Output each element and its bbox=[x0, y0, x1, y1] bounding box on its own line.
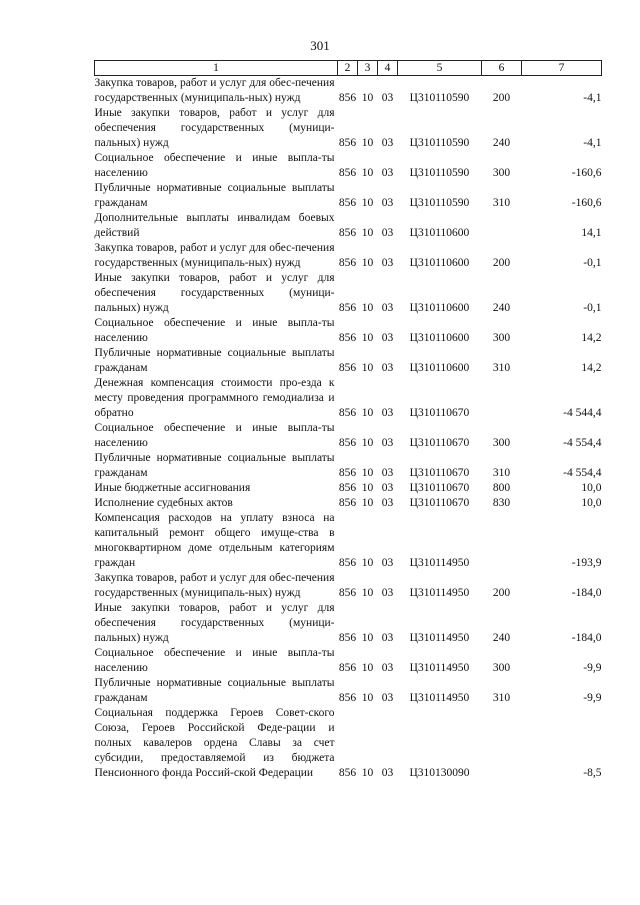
row-expense-type: 240 bbox=[492, 632, 511, 644]
row-target-article: Ц310114950 bbox=[409, 632, 470, 644]
row-description: Публичные нормативные социальные выплаты гражданам bbox=[94, 452, 335, 479]
row-expense-type: 240 bbox=[492, 302, 511, 314]
row-section-code: 10 bbox=[361, 227, 374, 239]
row-target-article: Ц310110600 bbox=[409, 302, 470, 314]
header-col-3: 3 bbox=[358, 61, 378, 76]
table-header bbox=[95, 61, 602, 76]
row-amount: -9,9 bbox=[583, 662, 602, 674]
row-ministry-code: 856 bbox=[338, 557, 357, 569]
row-expense-type: 310 bbox=[492, 467, 511, 479]
row-amount: -160,6 bbox=[571, 197, 602, 209]
row-expense-type: 300 bbox=[492, 167, 511, 179]
row-amount: -160,6 bbox=[571, 167, 602, 179]
row-description: Дополнительные выплаты инвалидам боевых действий bbox=[94, 212, 335, 239]
row-section-code: 10 bbox=[361, 767, 374, 779]
row-expense-type bbox=[482, 211, 522, 241]
table-row bbox=[95, 316, 602, 346]
row-subsection-code: 03 bbox=[381, 497, 394, 509]
row-subsection-code: 03 bbox=[381, 767, 394, 779]
header-col-2: 2 bbox=[338, 61, 358, 76]
row-target-article: Ц310110670 bbox=[409, 437, 470, 449]
row-expense-type: 830 bbox=[492, 497, 511, 509]
row-amount: -4 554,4 bbox=[563, 467, 602, 479]
row-section-code: 10 bbox=[361, 197, 374, 209]
row-ministry-code: 856 bbox=[338, 692, 357, 704]
row-subsection-code: 03 bbox=[381, 482, 394, 494]
row-target-article: Ц310110670 bbox=[409, 407, 470, 419]
table-row bbox=[95, 601, 602, 646]
header-col-4: 4 bbox=[378, 61, 398, 76]
row-subsection-code: 03 bbox=[381, 587, 394, 599]
row-section-code: 10 bbox=[361, 587, 374, 599]
table-row bbox=[95, 271, 602, 316]
table-row bbox=[95, 76, 602, 107]
row-description: Иные закупки товаров, работ и услуг для обеспечения государственных (муници-пальных) нужд bbox=[94, 272, 335, 314]
row-expense-type: 300 bbox=[492, 437, 511, 449]
row-section-code: 10 bbox=[361, 692, 374, 704]
row-description: Публичные нормативные социальные выплаты гражданам bbox=[94, 347, 335, 374]
row-description: Социальное обеспечение и иные выпла-ты населению bbox=[94, 152, 335, 179]
row-ministry-code: 856 bbox=[338, 362, 357, 374]
table-row bbox=[95, 421, 602, 451]
row-target-article: Ц310110600 bbox=[409, 362, 470, 374]
table-row bbox=[95, 481, 602, 496]
row-amount: -8,5 bbox=[583, 767, 602, 779]
row-subsection-code: 03 bbox=[381, 332, 394, 344]
header-col-7: 7 bbox=[522, 61, 602, 76]
row-description: Социальное обеспечение и иные выпла-ты населению bbox=[94, 422, 335, 449]
row-ministry-code: 856 bbox=[338, 482, 357, 494]
row-description: Исполнение судебных актов bbox=[94, 497, 233, 509]
row-expense-type: 310 bbox=[492, 692, 511, 704]
row-target-article: Ц310110590 bbox=[409, 197, 470, 209]
row-amount: -0,1 bbox=[583, 257, 602, 269]
row-ministry-code: 856 bbox=[338, 302, 357, 314]
row-expense-type: 300 bbox=[492, 332, 511, 344]
row-expense-type: 200 bbox=[492, 257, 511, 269]
row-ministry-code: 856 bbox=[338, 197, 357, 209]
table-row bbox=[95, 151, 602, 181]
row-amount: -4 544,4 bbox=[563, 407, 602, 419]
row-subsection-code: 03 bbox=[381, 167, 394, 179]
row-expense-type bbox=[482, 511, 522, 571]
row-amount: -4,1 bbox=[583, 92, 602, 104]
row-subsection-code: 03 bbox=[381, 137, 394, 149]
row-section-code: 10 bbox=[361, 332, 374, 344]
header-col-6: 6 bbox=[482, 61, 522, 76]
row-target-article: Ц310110670 bbox=[409, 482, 470, 494]
row-section-code: 10 bbox=[361, 362, 374, 374]
row-section-code: 10 bbox=[361, 662, 374, 674]
row-expense-type: 310 bbox=[492, 197, 511, 209]
row-description: Социальная поддержка Героев Совет-ского Союза, Героев Российской Феде-рации и полных кавалеров ордена Славы за счет субсидии, предоставляемой из бюджета Пенсионного фонда Россий-ской Федерации bbox=[94, 707, 335, 779]
table-row bbox=[95, 211, 602, 241]
row-ministry-code: 856 bbox=[338, 662, 357, 674]
row-amount: 14,1 bbox=[581, 227, 602, 239]
row-section-code: 10 bbox=[361, 482, 374, 494]
row-target-article: Ц310114950 bbox=[409, 557, 470, 569]
row-amount: -184,0 bbox=[571, 587, 602, 599]
row-subsection-code: 03 bbox=[381, 362, 394, 374]
budget-table bbox=[94, 60, 602, 781]
row-amount: 10,0 bbox=[581, 482, 602, 494]
row-description: Иные закупки товаров, работ и услуг для обеспечения государственных (муници-пальных) нужд bbox=[94, 107, 335, 149]
row-subsection-code: 03 bbox=[381, 557, 394, 569]
row-subsection-code: 03 bbox=[381, 692, 394, 704]
row-description: Закупка товаров, работ и услуг для обес-печения государственных (муниципаль-ных) нужд bbox=[94, 242, 335, 269]
row-expense-type: 200 bbox=[492, 92, 511, 104]
table-row bbox=[95, 676, 602, 706]
row-description: Публичные нормативные социальные выплаты гражданам bbox=[94, 182, 335, 209]
row-section-code: 10 bbox=[361, 467, 374, 479]
row-amount: -193,9 bbox=[571, 557, 602, 569]
table-row bbox=[95, 241, 602, 271]
row-amount: -0,1 bbox=[583, 302, 602, 314]
row-description: Социальное обеспечение и иные выпла-ты населению bbox=[94, 647, 335, 674]
row-expense-type: 300 bbox=[492, 662, 511, 674]
header-col-1: 1 bbox=[95, 61, 338, 76]
row-subsection-code: 03 bbox=[381, 467, 394, 479]
table-row bbox=[95, 106, 602, 151]
row-ministry-code: 856 bbox=[338, 227, 357, 239]
row-amount: -4 554,4 bbox=[563, 437, 602, 449]
row-target-article: Ц310110600 bbox=[409, 332, 470, 344]
row-description: Социальное обеспечение и иные выпла-ты населению bbox=[94, 317, 335, 344]
row-ministry-code: 856 bbox=[338, 332, 357, 344]
row-subsection-code: 03 bbox=[381, 92, 394, 104]
row-description: Денежная компенсация стоимости про-езда к месту проведения программного гемодиализа и обратно bbox=[94, 377, 335, 419]
row-expense-type bbox=[482, 376, 522, 421]
row-target-article: Ц310110600 bbox=[409, 227, 470, 239]
table-row bbox=[95, 346, 602, 376]
row-target-article: Ц310110600 bbox=[409, 257, 470, 269]
row-subsection-code: 03 bbox=[381, 257, 394, 269]
row-ministry-code: 856 bbox=[338, 407, 357, 419]
row-target-article: Ц310110590 bbox=[409, 137, 470, 149]
page-number: 301 bbox=[310, 38, 330, 53]
row-target-article: Ц310130090 bbox=[409, 767, 470, 779]
row-ministry-code: 856 bbox=[338, 467, 357, 479]
row-subsection-code: 03 bbox=[381, 632, 394, 644]
row-description: Закупка товаров, работ и услуг для обес-печения государственных (муниципаль-ных) нужд bbox=[94, 572, 335, 599]
row-section-code: 10 bbox=[361, 137, 374, 149]
header-row bbox=[95, 61, 602, 76]
row-ministry-code: 856 bbox=[338, 632, 357, 644]
row-description: Иные бюджетные ассигнования bbox=[94, 482, 251, 494]
row-section-code: 10 bbox=[361, 92, 374, 104]
row-subsection-code: 03 bbox=[381, 197, 394, 209]
row-amount: 10,0 bbox=[581, 497, 602, 509]
row-amount: 14,2 bbox=[581, 362, 602, 374]
table-row bbox=[95, 511, 602, 571]
row-amount: -9,9 bbox=[583, 692, 602, 704]
table-row bbox=[95, 451, 602, 481]
row-section-code: 10 bbox=[361, 497, 374, 509]
row-section-code: 10 bbox=[361, 407, 374, 419]
row-target-article: Ц310114950 bbox=[409, 662, 470, 674]
row-subsection-code: 03 bbox=[381, 662, 394, 674]
table-row bbox=[95, 706, 602, 781]
table-row bbox=[95, 646, 602, 676]
table-row bbox=[95, 376, 602, 421]
row-description: Иные закупки товаров, работ и услуг для обеспечения государственных (муници-пальных) нужд bbox=[94, 602, 335, 644]
row-target-article: Ц310110670 bbox=[409, 497, 470, 509]
header-col-5: 5 bbox=[398, 61, 482, 76]
row-target-article: Ц310110590 bbox=[409, 167, 470, 179]
table-row bbox=[95, 496, 602, 511]
row-amount: 14,2 bbox=[581, 332, 602, 344]
row-subsection-code: 03 bbox=[381, 437, 394, 449]
row-ministry-code: 856 bbox=[338, 767, 357, 779]
row-section-code: 10 bbox=[361, 257, 374, 269]
row-expense-type bbox=[482, 706, 522, 781]
row-expense-type: 240 bbox=[492, 137, 511, 149]
row-expense-type: 310 bbox=[492, 362, 511, 374]
row-section-code: 10 bbox=[361, 302, 374, 314]
table-body bbox=[95, 76, 602, 782]
row-target-article: Ц310114950 bbox=[409, 692, 470, 704]
row-ministry-code: 856 bbox=[338, 437, 357, 449]
row-subsection-code: 03 bbox=[381, 302, 394, 314]
row-subsection-code: 03 bbox=[381, 407, 394, 419]
row-ministry-code: 856 bbox=[338, 137, 357, 149]
row-amount: -4,1 bbox=[583, 137, 602, 149]
row-amount: -184,0 bbox=[571, 632, 602, 644]
row-target-article: Ц310114950 bbox=[409, 587, 470, 599]
row-subsection-code: 03 bbox=[381, 227, 394, 239]
row-target-article: Ц310110670 bbox=[409, 467, 470, 479]
row-ministry-code: 856 bbox=[338, 497, 357, 509]
row-ministry-code: 856 bbox=[338, 167, 357, 179]
row-section-code: 10 bbox=[361, 557, 374, 569]
row-ministry-code: 856 bbox=[338, 92, 357, 104]
row-ministry-code: 856 bbox=[338, 587, 357, 599]
row-ministry-code: 856 bbox=[338, 257, 357, 269]
row-target-article: Ц310110590 bbox=[409, 92, 470, 104]
row-description: Компенсация расходов на уплату взноса на капитальный ремонт общего имуще-ства в многоквартирном доме отдельным категориям граждан bbox=[94, 512, 335, 569]
row-description: Публичные нормативные социальные выплаты гражданам bbox=[94, 677, 335, 704]
row-section-code: 10 bbox=[361, 437, 374, 449]
row-description: Закупка товаров, работ и услуг для обес-печения государственных (муниципаль-ных) нужд bbox=[94, 77, 335, 104]
table-row bbox=[95, 571, 602, 601]
row-section-code: 10 bbox=[361, 167, 374, 179]
row-section-code: 10 bbox=[361, 632, 374, 644]
row-expense-type: 200 bbox=[492, 587, 511, 599]
row-expense-type: 800 bbox=[492, 482, 511, 494]
table-row bbox=[95, 181, 602, 211]
